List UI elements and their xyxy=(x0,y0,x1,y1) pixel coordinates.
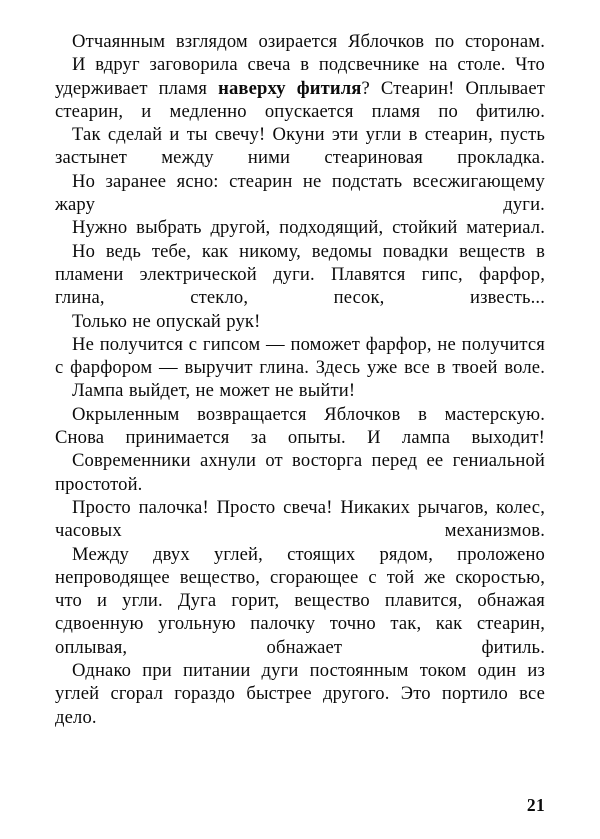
page-number: 21 xyxy=(526,795,545,815)
paragraph: Только не опускай рук! xyxy=(72,310,261,332)
paragraph: Нужно выбрать другой, подходящий, стойкий материал. xyxy=(72,217,545,239)
paragraph: Отчаянным взглядом озирается Яблочков по сторонам. xyxy=(72,31,545,52)
paragraph: Лампа выйдет, не может не выйти! xyxy=(72,380,356,402)
paragraph xyxy=(55,53,545,123)
emphasized-text: наверху фитиля xyxy=(218,77,362,99)
paragraph: Так сделай и ты свечу! Окуни эти угли в стеарин, пусть застынет между ними стеариновая прокладка. xyxy=(55,124,545,169)
paragraph: Однако при питании дуги постоянным током один из углей сгорал гораздо быстрее другого. Это портило все дело. xyxy=(55,660,545,728)
paragraph-text-after: ? Стеарин! Оплывает стеарин, и медленно опускается пламя по фитилю. xyxy=(55,77,546,122)
paragraph: Но ведь тебе, как никому, ведомы повадки веществ в пламени электрической дуги. Плавятся гипс, фарфор, глина, стекло, песок, известь... xyxy=(55,240,545,309)
paragraph: Просто палочка! Просто свеча! Никаких рычагов, колес, часовых механизмов. xyxy=(55,496,545,542)
paragraph-text-before: И вдруг заговорила свеча в подсвечнике на столе. Что удерживает пламя xyxy=(55,54,545,99)
paragraph: Не получится с гипсом — поможет фарфор, не получится с фарфором — выручит глина. Здесь уже все в твоей воле. xyxy=(55,333,545,379)
paragraph: Но заранее ясно: стеарин не подстать всесжигающему жару дуги. xyxy=(55,170,545,216)
paragraph: Современники ахнули от восторга перед ее гениальной простотой. xyxy=(55,450,545,495)
paragraph: Окрыленным возвращается Яблочков в мастерскую. Снова принимается за опыты. И лампа выходит! xyxy=(55,403,545,449)
paragraph: Между двух углей, стоящих рядом, проложено непроводящее вещество, сгорающее с той же скоростью, что и угли. Дуга горит, вещество плавится, обнажая сдвоенную угольную палочку точно так, как стеарин, оплывая, обнажает фитиль. xyxy=(55,543,545,658)
page-text-block xyxy=(55,30,545,729)
